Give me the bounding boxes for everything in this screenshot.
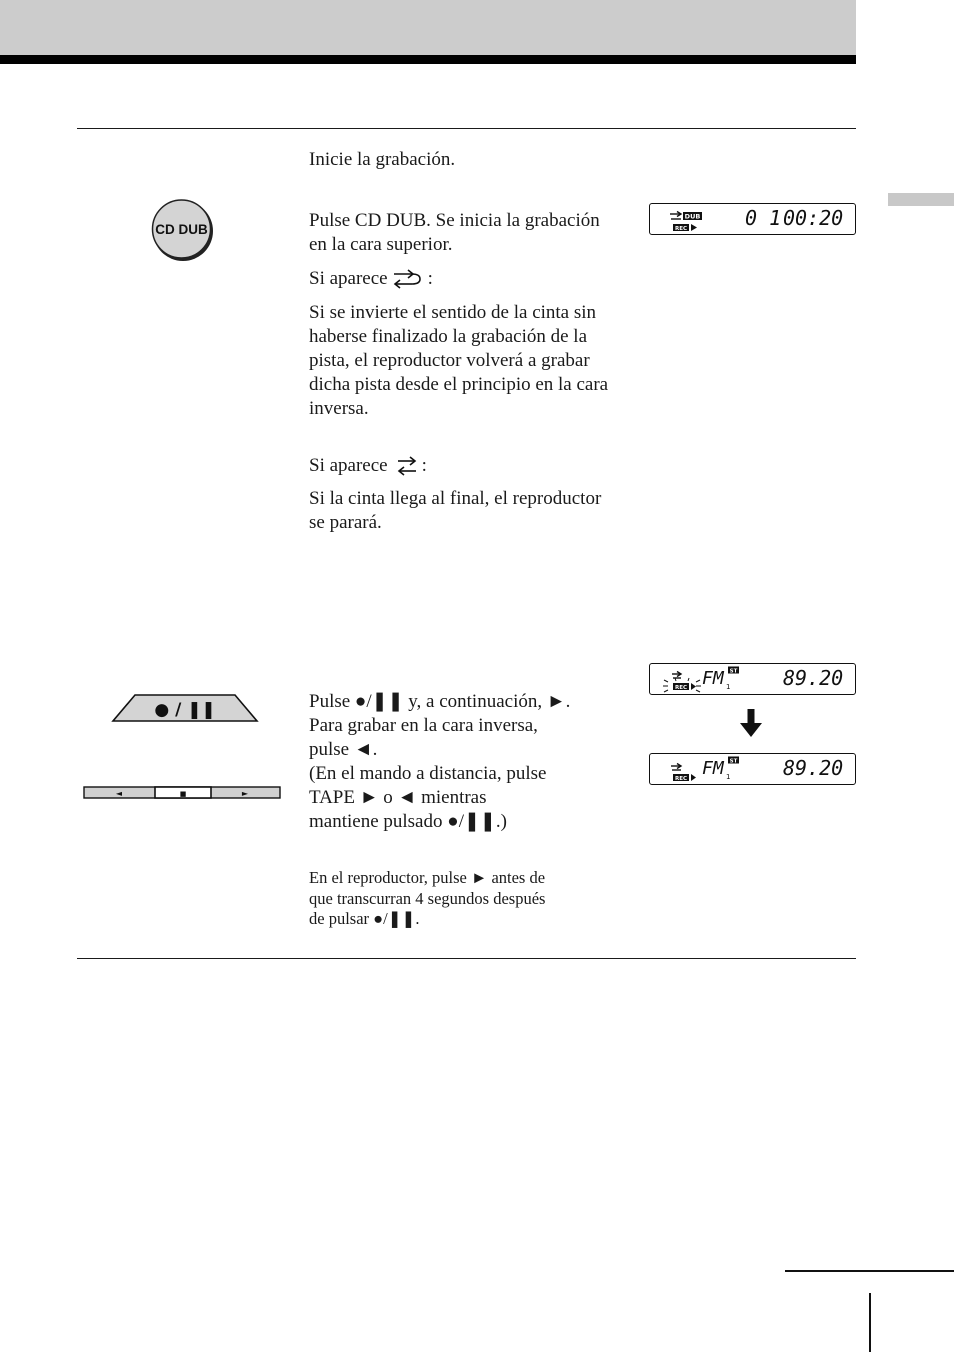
section-bottom-rule <box>77 958 856 959</box>
rec-indicator-label: REC <box>674 775 688 782</box>
rec-line-6: mantiene pulsado ●/❚❚.) <box>309 811 507 832</box>
reverse-icon <box>394 455 422 477</box>
stop-key: ■ <box>179 790 187 798</box>
footer-vertical-rule <box>869 1293 871 1352</box>
cd-dub-para3: Si la cinta llega al final, el reproductor se parará. <box>309 488 602 533</box>
rec-line-2: Para grabar en la cara inversa, <box>309 715 538 736</box>
si-aparece-2: Si aparece : <box>309 455 427 476</box>
rec-pause-button <box>111 693 259 723</box>
lcd-elapsed-time: 00:20 <box>783 206 844 230</box>
lcd-display-fm-flashing <box>649 663 856 695</box>
dub-indicator-label: DUB <box>684 212 701 221</box>
lcd-frequency: 89.20 <box>783 756 844 780</box>
header-rule <box>0 55 856 64</box>
side-tab <box>888 193 954 206</box>
lcd-preset: 1 <box>726 683 731 691</box>
lcd-display-fm-recording <box>649 753 856 785</box>
note-line-2: que transcurran 4 segundos después <box>309 888 546 908</box>
lcd-band: FM <box>702 758 724 779</box>
si-aparece-2-text: Si aparece <box>309 455 388 476</box>
down-arrow-icon <box>739 708 763 738</box>
rewind-key: ◄ <box>115 789 123 798</box>
cd-dub-button <box>150 197 216 263</box>
reverse-loop-icon <box>392 268 428 290</box>
rec-pause-label: ● / ❚❚ <box>154 700 216 720</box>
rec-pause-instructions <box>309 690 629 834</box>
stereo-label: ST <box>729 758 738 765</box>
header-band <box>0 0 856 56</box>
rec-line-4: (En el mando a distancia, pulse <box>309 763 547 784</box>
section-top-rule <box>77 128 856 129</box>
tape-transport-keys <box>83 784 281 800</box>
lcd-band: FM <box>702 668 724 689</box>
stereo-label: ST <box>729 668 738 675</box>
lcd-frequency: 89.20 <box>783 666 844 690</box>
note-line-3: de pulsar ●/❚❚. <box>309 909 420 928</box>
rec-indicator-label: REC <box>674 225 688 232</box>
lcd-display-dub <box>649 203 856 235</box>
cd-dub-para2: Si se invierte el sentido de la cinta sin haberse finalizado la grabación de la pista, el reproductor volverá a grabar dicha pista desde el principio en la cara inversa. <box>309 302 609 419</box>
lcd-track-number: 0 1 <box>745 206 782 230</box>
cd-dub-label: CD DUB <box>155 222 208 237</box>
play-key: ► <box>241 789 249 798</box>
si-aparece-1-text: Si aparece <box>309 268 388 289</box>
rec-note <box>309 868 629 930</box>
rec-line-5: TAPE ► o ◄ mientras <box>309 787 487 808</box>
cd-dub-para1: Pulse CD DUB. Se inicia la grabación en la cara superior. <box>309 210 600 255</box>
note-line-1: En el reproductor, pulse ► antes de <box>309 868 546 887</box>
lcd-preset: 1 <box>726 773 731 781</box>
step-heading: Inicie la grabación. <box>309 149 456 170</box>
si-aparece-1: Si aparece : <box>309 268 433 289</box>
rec-indicator-label: REC <box>674 684 688 691</box>
rec-line-3: pulse ◄. <box>309 739 378 760</box>
footer-rule <box>785 1270 954 1272</box>
rec-line-1: Pulse ●/❚❚ y, a continuación, ►. <box>309 691 571 712</box>
